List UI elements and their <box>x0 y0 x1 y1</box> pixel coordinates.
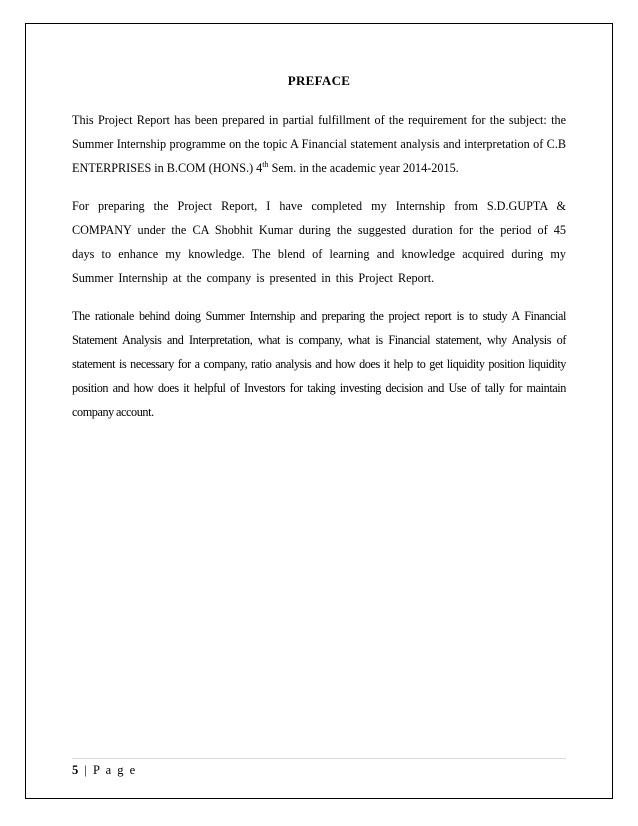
preface-paragraph-2: For preparing the Project Report, I have completed my Internship from S.D.GUPTA & COMPANY under the CA Shobhit Kumar during the suggested duration for the period of 45 days to enhance my knowledge. The blend of learning and knowledge acquired during my Summer Internship at the company is presented in this Project Report. <box>72 199 566 285</box>
preface-paragraph-3: The rationale behind doing Summer Internship and preparing the project report is to study A Financial Statement Analysis and Interpretation, what is company, what is Financial statement, why Analysis of statement is necessary for a company, ratio analysis and how does it help to get liquidity position liquidity position and how does it helpful of Investors for taking investing decision and Use of tally for maintain company account. <box>72 309 566 419</box>
preface-paragraph-1 <box>72 108 566 180</box>
page-number: 5 <box>72 763 80 777</box>
paragraph-1-text: This Project Report has been prepared in partial fulfillment of the requirement for the subject: the Summer Internship programme on the topic A Financial statement analysis and interpretation of C.B ENTERPRISES in B.COM (HONS.) 4 <box>72 113 566 175</box>
paragraph-1-text-end: Sem. in the academic year 2014-2015. <box>268 161 459 175</box>
document-body <box>72 108 566 438</box>
page-title: PREFACE <box>287 73 351 88</box>
page-footer <box>72 763 137 778</box>
page-label: P a g e <box>93 763 137 777</box>
ordinal-superscript: th <box>262 159 269 169</box>
footer-divider <box>72 758 566 759</box>
footer-separator: | <box>79 763 94 777</box>
